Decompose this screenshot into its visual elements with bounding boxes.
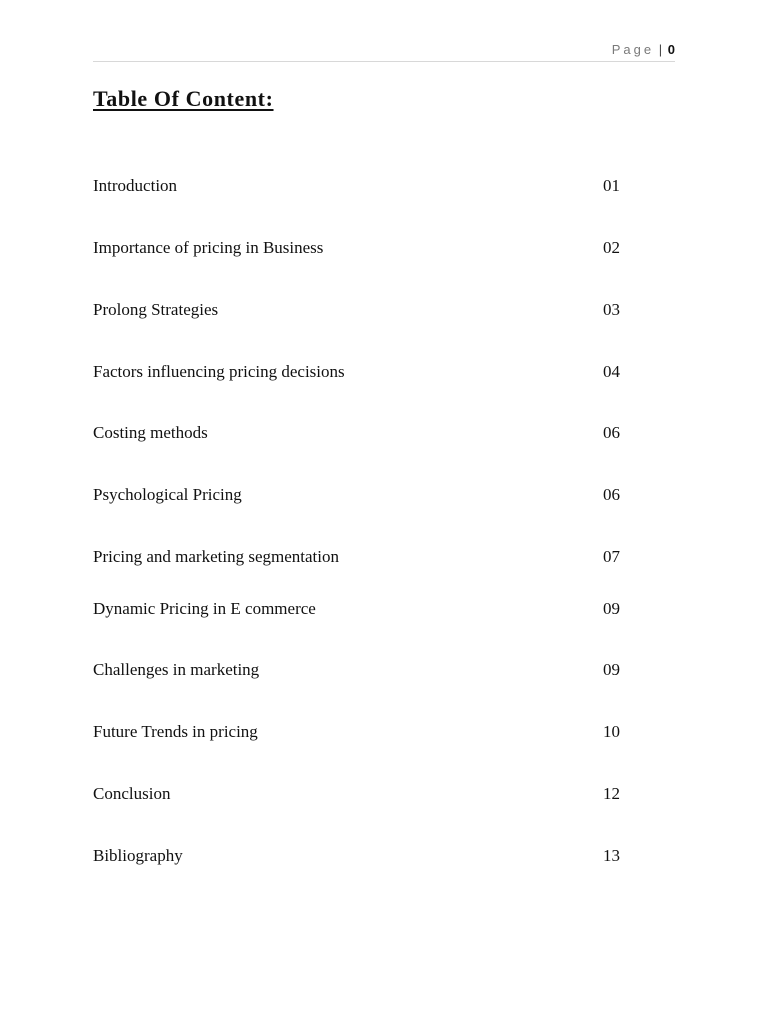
toc-entry-page: 07 (603, 547, 620, 566)
toc-entry-page: 06 (603, 423, 620, 442)
toc-entry-label: Pricing and marketing segmentation (93, 547, 339, 566)
toc-entry-label: Psychological Pricing (93, 485, 242, 504)
page-header-separator: | (658, 42, 663, 57)
toc-entry-page: 06 (603, 485, 620, 504)
toc-entry (93, 782, 623, 806)
toc-entry-label: Prolong Strategies (93, 300, 219, 319)
page-header-label: Page (611, 42, 655, 57)
toc-entry-label: Importance of pricing in Business (93, 238, 324, 257)
page-header (612, 42, 675, 58)
toc-entry (93, 298, 623, 322)
toc-entry (93, 174, 623, 198)
toc-entry (93, 720, 623, 744)
toc-entry-page: 01 (603, 176, 620, 195)
toc-entry-page: 09 (603, 660, 620, 679)
toc-entry (93, 545, 623, 569)
toc-entry-page: 12 (603, 784, 620, 803)
toc-entry (93, 421, 623, 445)
toc-entry-page: 02 (603, 238, 620, 257)
toc-entry-page: 03 (603, 300, 620, 319)
header-divider (93, 61, 675, 62)
toc-entry-label: Costing methods (93, 423, 208, 442)
toc-entry-page: 13 (603, 846, 620, 865)
toc-entry (93, 483, 623, 507)
toc-entry-label: Factors influencing pricing decisions (93, 362, 345, 381)
toc-entry-page: 09 (603, 599, 620, 618)
toc-entry-label: Future Trends in pricing (93, 722, 258, 741)
toc-entry (93, 360, 623, 384)
toc-entry (93, 597, 623, 621)
toc-entry-label: Introduction (93, 176, 178, 195)
toc-entry-page: 10 (603, 722, 620, 741)
toc-entry (93, 844, 623, 868)
toc-entry-page: 04 (603, 362, 620, 381)
toc-entry (93, 658, 623, 682)
toc-entry-label: Dynamic Pricing in E commerce (93, 599, 316, 618)
toc-entry-label: Bibliography (93, 846, 183, 865)
toc-entry-label: Challenges in marketing (93, 660, 260, 679)
toc-title: Table Of Content: (93, 86, 274, 111)
toc-entry-label: Conclusion (93, 784, 171, 803)
toc-entry (93, 236, 623, 260)
page-header-number: 0 (667, 42, 675, 57)
